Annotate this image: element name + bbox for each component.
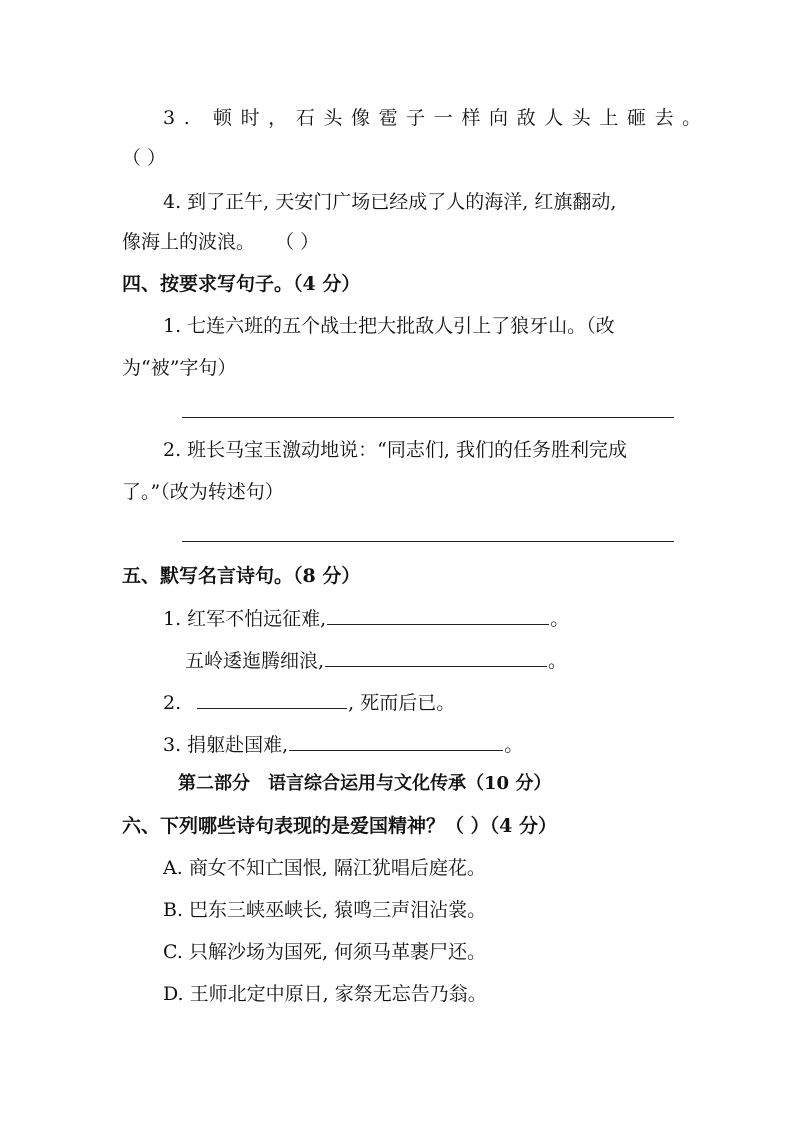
section-4-q1-answer-line[interactable] [182, 417, 674, 418]
section-5-q3-blank[interactable] [289, 732, 503, 751]
section-5-q2-suffix: , 死而后已。 [348, 692, 456, 714]
question-4-text: 像海上的波浪。 [122, 231, 256, 253]
section-4-q1-line1: 1. 七连六班的五个战士把大批敌人引上了狼牙山。（改 [163, 315, 615, 337]
section-5-q1b [185, 648, 567, 673]
question-4-answer-paren[interactable]: （ ） [275, 231, 320, 253]
section-4-q2-answer-line[interactable] [182, 541, 674, 542]
question-3-text: 3. 顿时，石头像雹子一样向敌人头上砸去。 [163, 107, 710, 129]
section-4-q1-line2: 为“被”字句） [122, 357, 237, 379]
section-4-heading: 四、按要求写句子。（4 分） [122, 273, 361, 295]
section-5-q2-blank[interactable] [197, 690, 347, 709]
section-5-q2-prefix: 2. [163, 692, 182, 714]
option-a[interactable]: A. 商女不知亡国恨, 隔江犹唱后庭花。 [163, 857, 486, 879]
question-4-text-line2 [122, 230, 319, 254]
section-5-q3-prefix: 3. 捐躯赴国难, [163, 734, 289, 756]
option-d[interactable]: D. 王师北定中原日, 家祭无忘告乃翁。 [163, 983, 487, 1005]
option-c[interactable]: C. 只解沙场为国死, 何须马革裹尸还。 [163, 941, 487, 963]
section-5-q3-suffix: 。 [504, 734, 524, 756]
section-5-q1 [163, 606, 569, 631]
section-6-heading: 六、下列哪些诗句表现的是爱国精神？（ ）（4 分） [122, 815, 557, 837]
question-3-answer-paren[interactable]: （ ） [122, 147, 167, 169]
question-4-text-line1: 4. 到了正午, 天安门广场已经成了人的海洋, 红旗翻动, [163, 191, 617, 213]
section-5-q1b-suffix: 。 [548, 650, 568, 672]
section-5-heading: 五、默写名言诗句。（8 分） [122, 565, 361, 587]
section-4-q2-line2: 了。”（改为转述句） [122, 481, 284, 503]
section-4-q2-line1: 2. 班长马宝玉激动地说：“同志们, 我们的任务胜利完成 [163, 439, 627, 461]
section-5-q1-prefix: 1. 红军不怕远征难, [163, 608, 327, 630]
section-5-q3 [163, 732, 523, 757]
section-5-q1b-blank[interactable] [325, 648, 547, 667]
part-2-title: 第二部分 语言综合运用与文化传承（10 分） [178, 773, 552, 794]
section-5-q1b-prefix: 五岭逶迤腾细浪, [185, 650, 325, 672]
option-b[interactable]: B. 巴东三峡巫峡长, 猿鸣三声泪沾裳。 [163, 899, 487, 921]
section-5-q1-suffix: 。 [550, 608, 570, 630]
section-5-q2 [163, 690, 455, 715]
section-5-q1-blank[interactable] [327, 606, 549, 625]
